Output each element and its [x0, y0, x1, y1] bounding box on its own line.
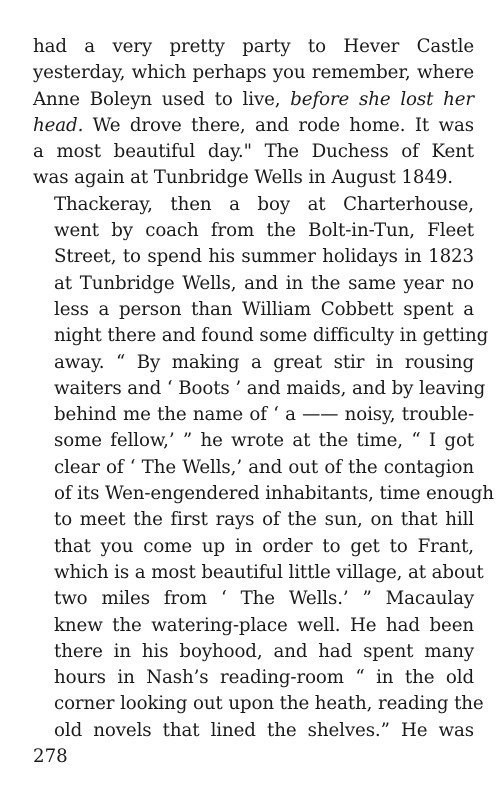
text-line: Thackeray, then a boy at Charterhouse,	[54, 193, 474, 215]
text-line: away. “ By making a great stir in rousing	[54, 351, 474, 373]
text-line: a most beautiful day." The Duchess of Kent	[33, 141, 474, 163]
text-line: clear of ‘ The Wells,’ and out of the contagion	[54, 456, 474, 478]
page-body	[33, 34, 494, 744]
page-number: 278	[33, 746, 68, 767]
paragraph-2	[33, 192, 494, 744]
text-line: knew the watering-place well. He had been	[54, 614, 474, 636]
paragraph-1	[33, 34, 474, 192]
text-line: corner looking out upon the heath, reading the	[54, 693, 484, 715]
italic-phrase: head.	[33, 114, 84, 136]
text-line: which is a most beautiful little village, at about	[54, 561, 484, 583]
text-line: waiters and ‘ Boots ’ and maids, and by leaving	[54, 377, 486, 399]
text-line: hours in Nash’s reading-room “ in the old	[54, 667, 474, 689]
text-line-italic-start: head. We drove there, and rode home. It was	[33, 114, 474, 136]
text-line: there in his boyhood, and had spent many	[54, 640, 474, 662]
text-line-italic-phrase: Anne Boleyn used to live, before she lost her	[33, 88, 474, 110]
text-line: behind me the name of ‘ a —— noisy, trouble-	[54, 404, 474, 426]
text-line: to meet the first rays of the sun, on that hill	[54, 509, 474, 531]
text-line: yesterday, which perhaps you remember, where	[33, 62, 474, 84]
italic-phrase: before she lost her	[290, 88, 474, 110]
text-line: less a person than William Cobbett spent a	[54, 298, 474, 320]
text-line: that you come up in order to get to Frant,	[54, 535, 474, 557]
text-line: some fellow,’ ” he wrote at the time, “ I got	[54, 430, 474, 452]
text-line: went by coach from the Bolt-in-Tun, Fleet	[54, 220, 474, 242]
text-line: old novels that lined the shelves.” He was	[54, 719, 474, 741]
text-line: at Tunbridge Wells, and in the same year no	[54, 272, 474, 294]
text-line: two miles from ‘ The Wells.’ ” Macaulay	[54, 588, 474, 610]
text-line: Street, to spend his summer holidays in 1823	[54, 246, 474, 268]
text-line: night there and found some difficulty in getting	[54, 325, 489, 347]
text-line: of its Wen-engendered inhabitants, time enough	[54, 483, 494, 505]
text-line: was again at Tunbridge Wells in August 1849.	[33, 167, 453, 189]
text-line: had a very pretty party to Hever Castle	[33, 36, 474, 57]
